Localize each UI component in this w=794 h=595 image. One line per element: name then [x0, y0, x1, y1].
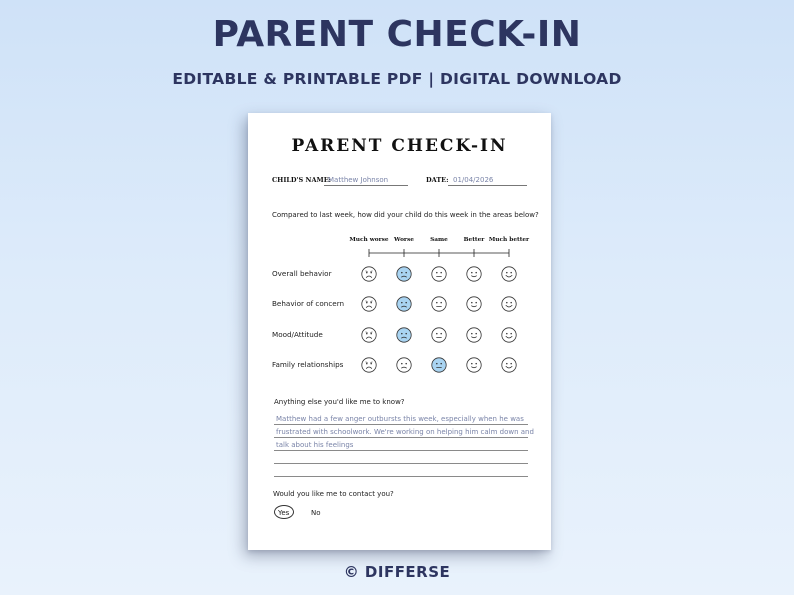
very-sad-face-icon[interactable] — [361, 327, 377, 343]
comment-text-line-3[interactable]: talk about his feelings — [276, 441, 354, 449]
sad-face-icon[interactable] — [396, 266, 412, 282]
scale-label-better: Better — [463, 237, 485, 243]
neutral-face-icon[interactable] — [431, 266, 447, 282]
footer-brand: © DIFFERSE — [343, 563, 451, 581]
scale-label-much-better: Much better — [488, 237, 530, 243]
child-name-field[interactable]: Matthew Johnson — [328, 176, 389, 184]
contact-option-yes[interactable]: Yes — [278, 509, 290, 517]
happy-face-icon[interactable] — [466, 266, 482, 282]
comment-line-4 — [274, 463, 528, 464]
very-happy-face-icon[interactable] — [501, 266, 517, 282]
child-name-label: CHILD'S NAME: — [272, 176, 332, 184]
comment-line-1 — [274, 424, 528, 425]
row-label: Behavior of concern — [272, 299, 345, 308]
very-sad-face-icon[interactable] — [361, 296, 377, 312]
comments-question: Anything else you'd like me to know? — [274, 398, 405, 406]
contact-question: Would you like me to contact you? — [273, 490, 394, 498]
sad-face-icon[interactable] — [396, 296, 412, 312]
banner-subtitle: EDITABLE & PRINTABLE PDF | DIGITAL DOWNLOAD — [172, 70, 622, 88]
happy-face-icon[interactable] — [466, 357, 482, 373]
sad-face-icon[interactable] — [396, 327, 412, 343]
scale-axis — [248, 113, 551, 263]
row-label: Mood/Attitude — [272, 330, 323, 339]
sad-face-icon[interactable] — [396, 357, 412, 373]
row-label: Family relationships — [272, 360, 344, 369]
neutral-face-icon[interactable] — [431, 296, 447, 312]
neutral-face-icon[interactable] — [431, 327, 447, 343]
very-sad-face-icon[interactable] — [361, 266, 377, 282]
row-label: Overall behavior — [272, 269, 332, 278]
rating-question: Compared to last week, how did your child do this week in the areas below? — [272, 211, 539, 219]
very-happy-face-icon[interactable] — [501, 357, 517, 373]
scale-label-worse: Worse — [394, 237, 414, 243]
very-happy-face-icon[interactable] — [501, 296, 517, 312]
comment-text-line-2[interactable]: frustrated with schoolwork. We're working on helping him calm down and — [276, 428, 534, 436]
very-sad-face-icon[interactable] — [361, 357, 377, 373]
date-field[interactable]: 01/04/2026 — [453, 176, 494, 184]
comment-text-line-1[interactable]: Matthew had a few anger outbursts this week, especially when he was — [276, 415, 524, 423]
very-happy-face-icon[interactable] — [501, 327, 517, 343]
comment-line-5 — [274, 476, 528, 477]
happy-face-icon[interactable] — [466, 327, 482, 343]
scale-label-same: Same — [430, 237, 448, 243]
date-label: DATE: — [426, 176, 449, 184]
banner-title: PARENT CHECK-IN — [212, 14, 582, 55]
scale-label-much-worse: Much worse — [349, 237, 389, 243]
form-sheet — [248, 113, 551, 550]
happy-face-icon[interactable] — [466, 296, 482, 312]
neutral-face-icon[interactable] — [431, 357, 447, 373]
comment-line-3 — [274, 450, 528, 451]
contact-option-no[interactable]: No — [311, 509, 321, 517]
comment-line-2 — [274, 437, 528, 438]
form-title: PARENT CHECK-IN — [291, 136, 508, 156]
